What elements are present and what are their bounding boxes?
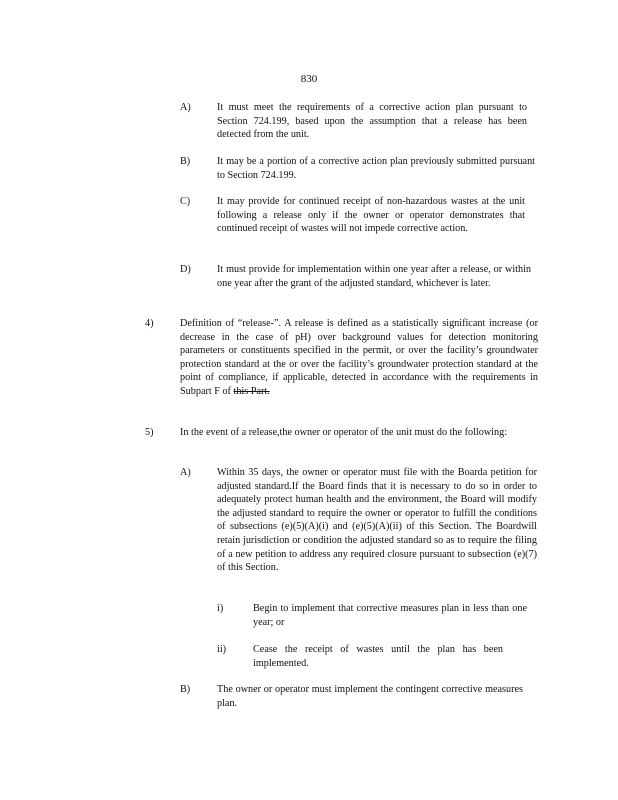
section-text-4 [180, 317, 538, 399]
item-text-b: It may be a portion of a corrective action plan previously submitted pursuant to Section 724.199. [217, 156, 535, 181]
section-label-4: 4) [145, 318, 154, 329]
item-label-b: B) [180, 156, 191, 167]
section-text-5: In the event of a release,the owner or operator of the unit must do the following: [180, 427, 508, 438]
clause-label-ii: ii) [217, 644, 227, 655]
subitem-label-5a: A) [180, 467, 191, 478]
item-text-a: It must meet the requirements of a corrective action plan pursuant to Section 724.199, based upon the assumption that a release has been detected from the unit. [217, 102, 527, 141]
subitem-text-5b: The owner or operator must implement the contingent corrective measures plan. [217, 684, 523, 709]
section-label-5: 5) [145, 427, 154, 438]
item-label-c: C) [180, 196, 191, 207]
section-text-4-body: Definition of “release-”. A release is defined as a statistically significant increase (or decrease in the case of pH) over background values for detection monitoring parameters or constituents specified in the permit, or over the facility’s groundwater protection standard at the or over the facility’s groundwater protection standard at the point of compliance, if applicable, detected in accordance with the requirements in Subpart F of [180, 318, 538, 397]
page-number: 830 [300, 73, 318, 85]
clause-label-i: i) [217, 603, 224, 614]
item-label-a: A) [180, 102, 191, 113]
subitem-text-5a: Within 35 days, the owner or operator must file with the Boarda petition for adjusted standard.If the Board finds that it is necessary to do so in order to adequately protect human health and the environment, the Board will modify the adjusted standard to require the owner or operator to fulfill the conditions of subsections (e)(5)(A)(i) and (e)(5)(A)(ii) of this Section. The Boardwill retain jurisdiction or condition the adjusted standard so as to require the filing of a new petition to address any required closure pursuant to subsection (e)(7) of this Section. [217, 467, 537, 574]
subitem-label-5b: B) [180, 684, 191, 695]
item-text-d: It must provide for implementation within one year after a release, or within one year after the grant of the adjusted standard, whichever is later. [217, 264, 531, 289]
section-text-4-struck: this Part. [233, 385, 270, 397]
item-label-d: D) [180, 264, 191, 275]
clause-text-ii: Cease the receipt of wastes until the plan has been implemented. [253, 644, 503, 669]
clause-text-i: Begin to implement that corrective measures plan in less than one year; or [253, 603, 527, 628]
item-text-c: It may provide for continued receipt of non-hazardous wastes at the unit following a release only if the owner or operator demonstrates that continued receipt of wastes will not impede corrective action. [217, 196, 525, 235]
